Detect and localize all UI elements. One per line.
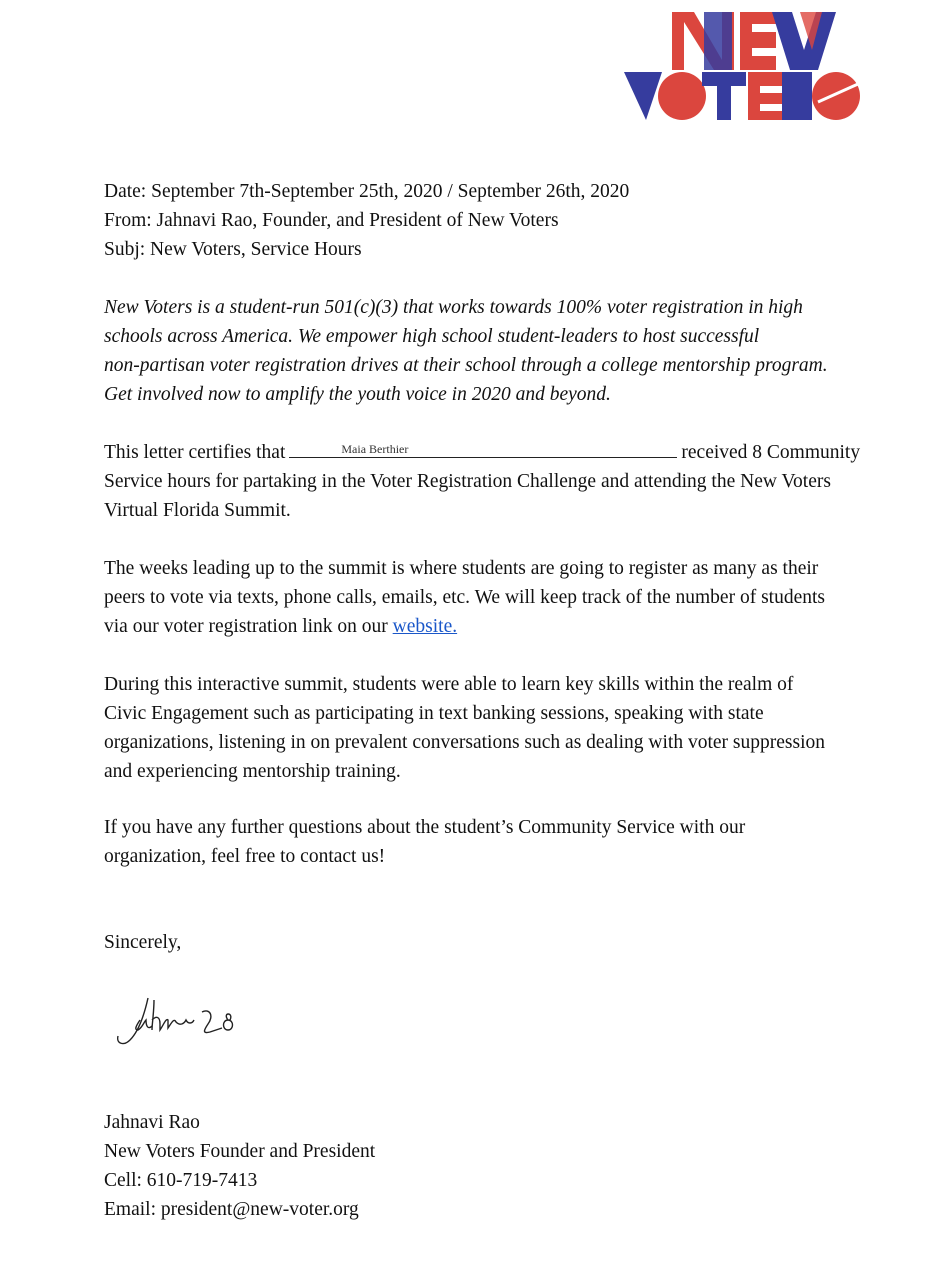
text-line: Civic Engagement such as participating in text banking sessions, speaking with state xyxy=(104,703,764,724)
text-line: schools across America. We empower high school student-leaders to host successful xyxy=(104,326,760,347)
signer-title: New Voters Founder and President xyxy=(104,1141,376,1162)
handwritten-signature xyxy=(110,990,260,1060)
text-line: Service hours for partaking in the Voter Registration Challenge and attending the New Voters xyxy=(104,471,831,492)
text-line: Virtual Florida Summit. xyxy=(104,500,291,521)
website-link[interactable]: website. xyxy=(392,616,458,637)
summit-paragraph xyxy=(104,670,825,786)
certify-prefix: This letter certifies that xyxy=(104,442,286,463)
text-line xyxy=(104,437,860,467)
from-line: From: Jahnavi Rao, Founder, and President of New Voters xyxy=(104,210,559,231)
weeks-paragraph xyxy=(104,554,825,641)
text-line: Get involved now to amplify the youth voice in 2020 and beyond. xyxy=(104,384,611,405)
signer-name: Jahnavi Rao xyxy=(104,1112,200,1133)
link-prefix: via our voter registration link on our xyxy=(104,616,388,637)
text-line: If you have any further questions about the student’s Community Service with our xyxy=(104,817,746,838)
text-line: peers to vote via texts, phone calls, emails, etc. We will keep track of the number of students xyxy=(104,587,825,608)
questions-paragraph xyxy=(104,813,745,871)
certification-paragraph xyxy=(104,437,860,525)
student-name: Maia Berthier xyxy=(341,442,409,456)
text-line: organizations, listening in on prevalent conversations such as dealing with voter suppression xyxy=(104,732,825,753)
date-line: Date: September 7th-September 25th, 2020 / September 26th, 2020 xyxy=(104,181,630,202)
signer-email: Email: president@new-voter.org xyxy=(104,1199,359,1220)
text-line: organization, feel free to contact us! xyxy=(104,846,386,867)
text-line: During this interactive summit, students were able to learn key skills within the realm of xyxy=(104,674,794,695)
certify-suffix: received 8 Community xyxy=(681,442,861,463)
signoff-block xyxy=(104,1108,375,1224)
text-line: non-partisan voter registration drives at their school through a college mentorship program. xyxy=(104,355,828,376)
closing: Sincerely, xyxy=(104,932,182,953)
signer-cell: Cell: 610-719-7413 xyxy=(104,1170,258,1191)
text-line: and experiencing mentorship training. xyxy=(104,761,401,782)
student-name-blank xyxy=(289,437,677,458)
text-line: The weeks leading up to the summit is where students are going to register as many as their xyxy=(104,558,819,579)
memo-header xyxy=(104,177,629,264)
text-line xyxy=(104,612,825,641)
text-line: New Voters is a student-run 501(c)(3) that works towards 100% voter registration in high xyxy=(104,297,803,318)
subject-line: Subj: New Voters, Service Hours xyxy=(104,239,362,260)
new-voters-logo xyxy=(622,10,862,122)
mission-paragraph xyxy=(104,293,828,409)
